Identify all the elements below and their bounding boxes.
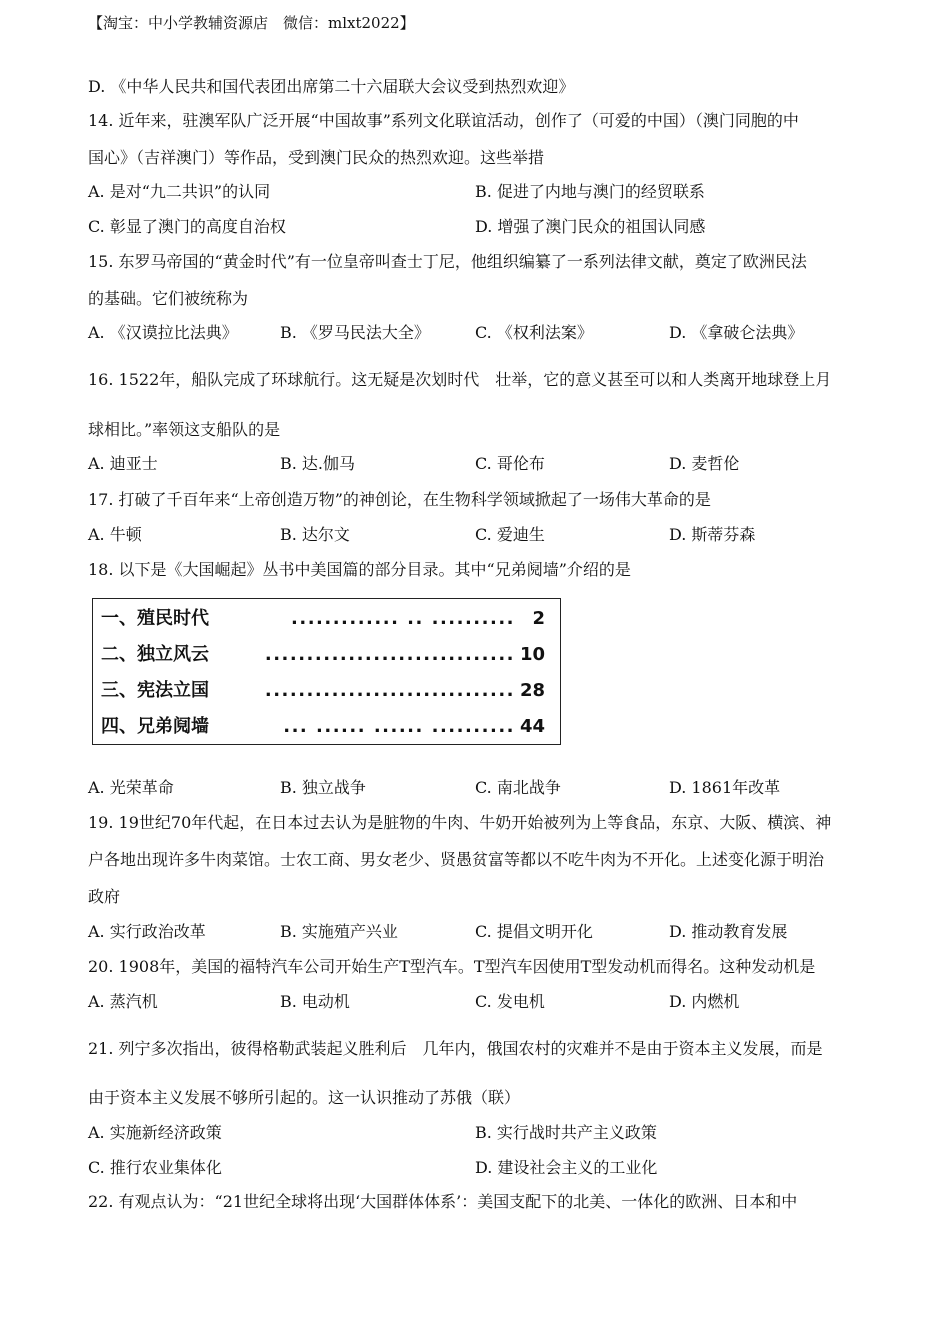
q22-stem-line1: 22. 有观点认为：“21世纪全球将出现‘大国群体体系’：美国支配下的北美、一体化的欧洲、日本和中 <box>88 1192 798 1211</box>
toc-entry-leader: .............................. <box>264 680 515 701</box>
q15-option-b: B. 《罗马民法大全》 <box>280 323 430 342</box>
q21-stem-line2: 由于资本主义发展不够所引起的。这一认识推动了苏俄（联） <box>88 1088 521 1107</box>
q18-option-d: D. 1861年改革 <box>669 778 781 797</box>
q21-option-d: D. 建设社会主义的工业化 <box>475 1158 658 1177</box>
q18-option-b: B. 独立战争 <box>280 778 366 797</box>
q14-option-d: D. 增强了澳门民众的祖国认同感 <box>475 217 706 236</box>
toc-entry <box>101 604 545 634</box>
q19-option-a: A. 实行政治改革 <box>88 922 206 941</box>
q16-option-c: C. 哥伦布 <box>475 454 545 473</box>
q18-stem-line1: 18. 以下是《大国崛起》丛书中美国篇的部分目录。其中“兄弟阋墙”介绍的是 <box>88 560 631 579</box>
q14-option-b: B. 促进了内地与澳门的经贸联系 <box>475 182 705 201</box>
q15-option-d: D. 《拿破仑法典》 <box>669 323 804 342</box>
q14-option-c: C. 彰显了澳门的高度自治权 <box>88 217 286 236</box>
q17-option-a: A. 牛顿 <box>88 525 142 544</box>
toc-entry <box>101 676 545 706</box>
toc-entry <box>101 712 545 742</box>
toc-entry-page: 10 <box>519 644 545 665</box>
q15-stem-line1: 15. 东罗马帝国的“黄金时代”有一位皇帝叫查士丁尼，他组织编纂了一系列法律文献，奠定了欧洲民法 <box>88 252 807 271</box>
q20-option-d: D. 内燃机 <box>669 992 740 1011</box>
q21-option-a: A. 实施新经济政策 <box>88 1123 222 1142</box>
q20-option-c: C. 发电机 <box>475 992 545 1011</box>
q17-option-b: B. 达尔文 <box>280 525 350 544</box>
q14-option-a: A. 是对“九二共识”的认同 <box>88 182 271 201</box>
q20-option-a: A. 蒸汽机 <box>88 992 158 1011</box>
q18-option-a: A. 光荣革命 <box>88 778 174 797</box>
q16-stem-line1: 16. 1522年，船队完成了环球航行。这无疑是次划时代 壮举，它的意义甚至可以和人类离开地球登上月 <box>88 370 832 389</box>
q14-stem-line1: 14. 近年来，驻澳军队广泛开展“中国故事”系列文化联谊活动，创作了（可爱的中国）（澳门同胞的中 <box>88 111 799 130</box>
q21-option-b: B. 实行战时共产主义政策 <box>475 1123 657 1142</box>
q19-option-d: D. 推动教育发展 <box>669 922 788 941</box>
q17-stem-line1: 17. 打破了千百年来“上帝创造万物”的神创论，在生物科学领域掀起了一场伟大革命的是 <box>88 490 711 509</box>
q18-option-c: C. 南北战争 <box>475 778 561 797</box>
toc-entry-leader: ... ...... ...... .......... <box>283 716 515 737</box>
toc-entry-page: 28 <box>519 680 545 701</box>
q16-stem-line2: 球相比。”率领这支船队的是 <box>88 420 281 439</box>
q15-stem-line2: 的基础。它们被统称为 <box>88 289 249 308</box>
q16-option-a: A. 迪亚士 <box>88 454 158 473</box>
toc-entry-title: 三、宪法立国 <box>101 680 209 701</box>
toc-entry-leader: .............................. <box>264 644 515 665</box>
table-of-contents-box <box>92 598 561 745</box>
q20-option-b: B. 电动机 <box>280 992 350 1011</box>
q16-option-d: D. 麦哲伦 <box>669 454 740 473</box>
q19-stem-line2: 户各地出现许多牛肉菜馆。士农工商、男女老少、贤愚贫富等都以不吃牛肉为不开化。上述变化源于明治 <box>88 850 825 869</box>
q16-option-b: B. 达.伽马 <box>280 454 356 473</box>
q17-option-c: C. 爱迪生 <box>475 525 545 544</box>
toc-entry-page: 2 <box>532 608 545 629</box>
q15-option-a: A. 《汉谟拉比法典》 <box>88 323 238 342</box>
q19-option-b: B. 实施殖产兴业 <box>280 922 398 941</box>
toc-entry-title: 四、兄弟阋墙 <box>101 716 209 737</box>
q13-option-d: D. 《中华人民共和国代表团出席第二十六届联大会议受到热烈欢迎》 <box>88 77 575 96</box>
page-header: 【淘宝：中小学教辅资源店 微信：mlxt2022】 <box>88 14 415 32</box>
q21-option-c: C. 推行农业集体化 <box>88 1158 222 1177</box>
toc-entry-page: 44 <box>519 716 545 737</box>
toc-entry-title: 一、殖民时代 <box>101 608 209 629</box>
q21-stem-line1: 21. 列宁多次指出，彼得格勒武装起义胜利后 几年内，俄国农村的灾难并不是由于资本主义发展，而是 <box>88 1039 823 1058</box>
q15-option-c: C. 《权利法案》 <box>475 323 593 342</box>
q17-option-d: D. 斯蒂芬森 <box>669 525 756 544</box>
q19-option-c: C. 提倡文明开化 <box>475 922 593 941</box>
q19-stem-line1: 19. 19世纪70年代起，在日本过去认为是脏物的牛肉、牛奶开始被列为上等食品，东京、大阪、横滨、神 <box>88 813 832 832</box>
toc-entry-title: 二、独立风云 <box>101 644 209 665</box>
q19-stem-line3: 政府 <box>88 887 121 906</box>
q14-stem-line2: 国心》（吉祥澳门）等作品，受到澳门民众的热烈欢迎。这些举措 <box>88 148 545 167</box>
toc-entry-leader: ............. .. .......... <box>291 608 515 629</box>
toc-entry <box>101 640 545 670</box>
q20-stem-line1: 20. 1908年，美国的福特汽车公司开始生产T型汽车。T型汽车因使用T型发动机而得名。这种发动机是 <box>88 957 816 976</box>
